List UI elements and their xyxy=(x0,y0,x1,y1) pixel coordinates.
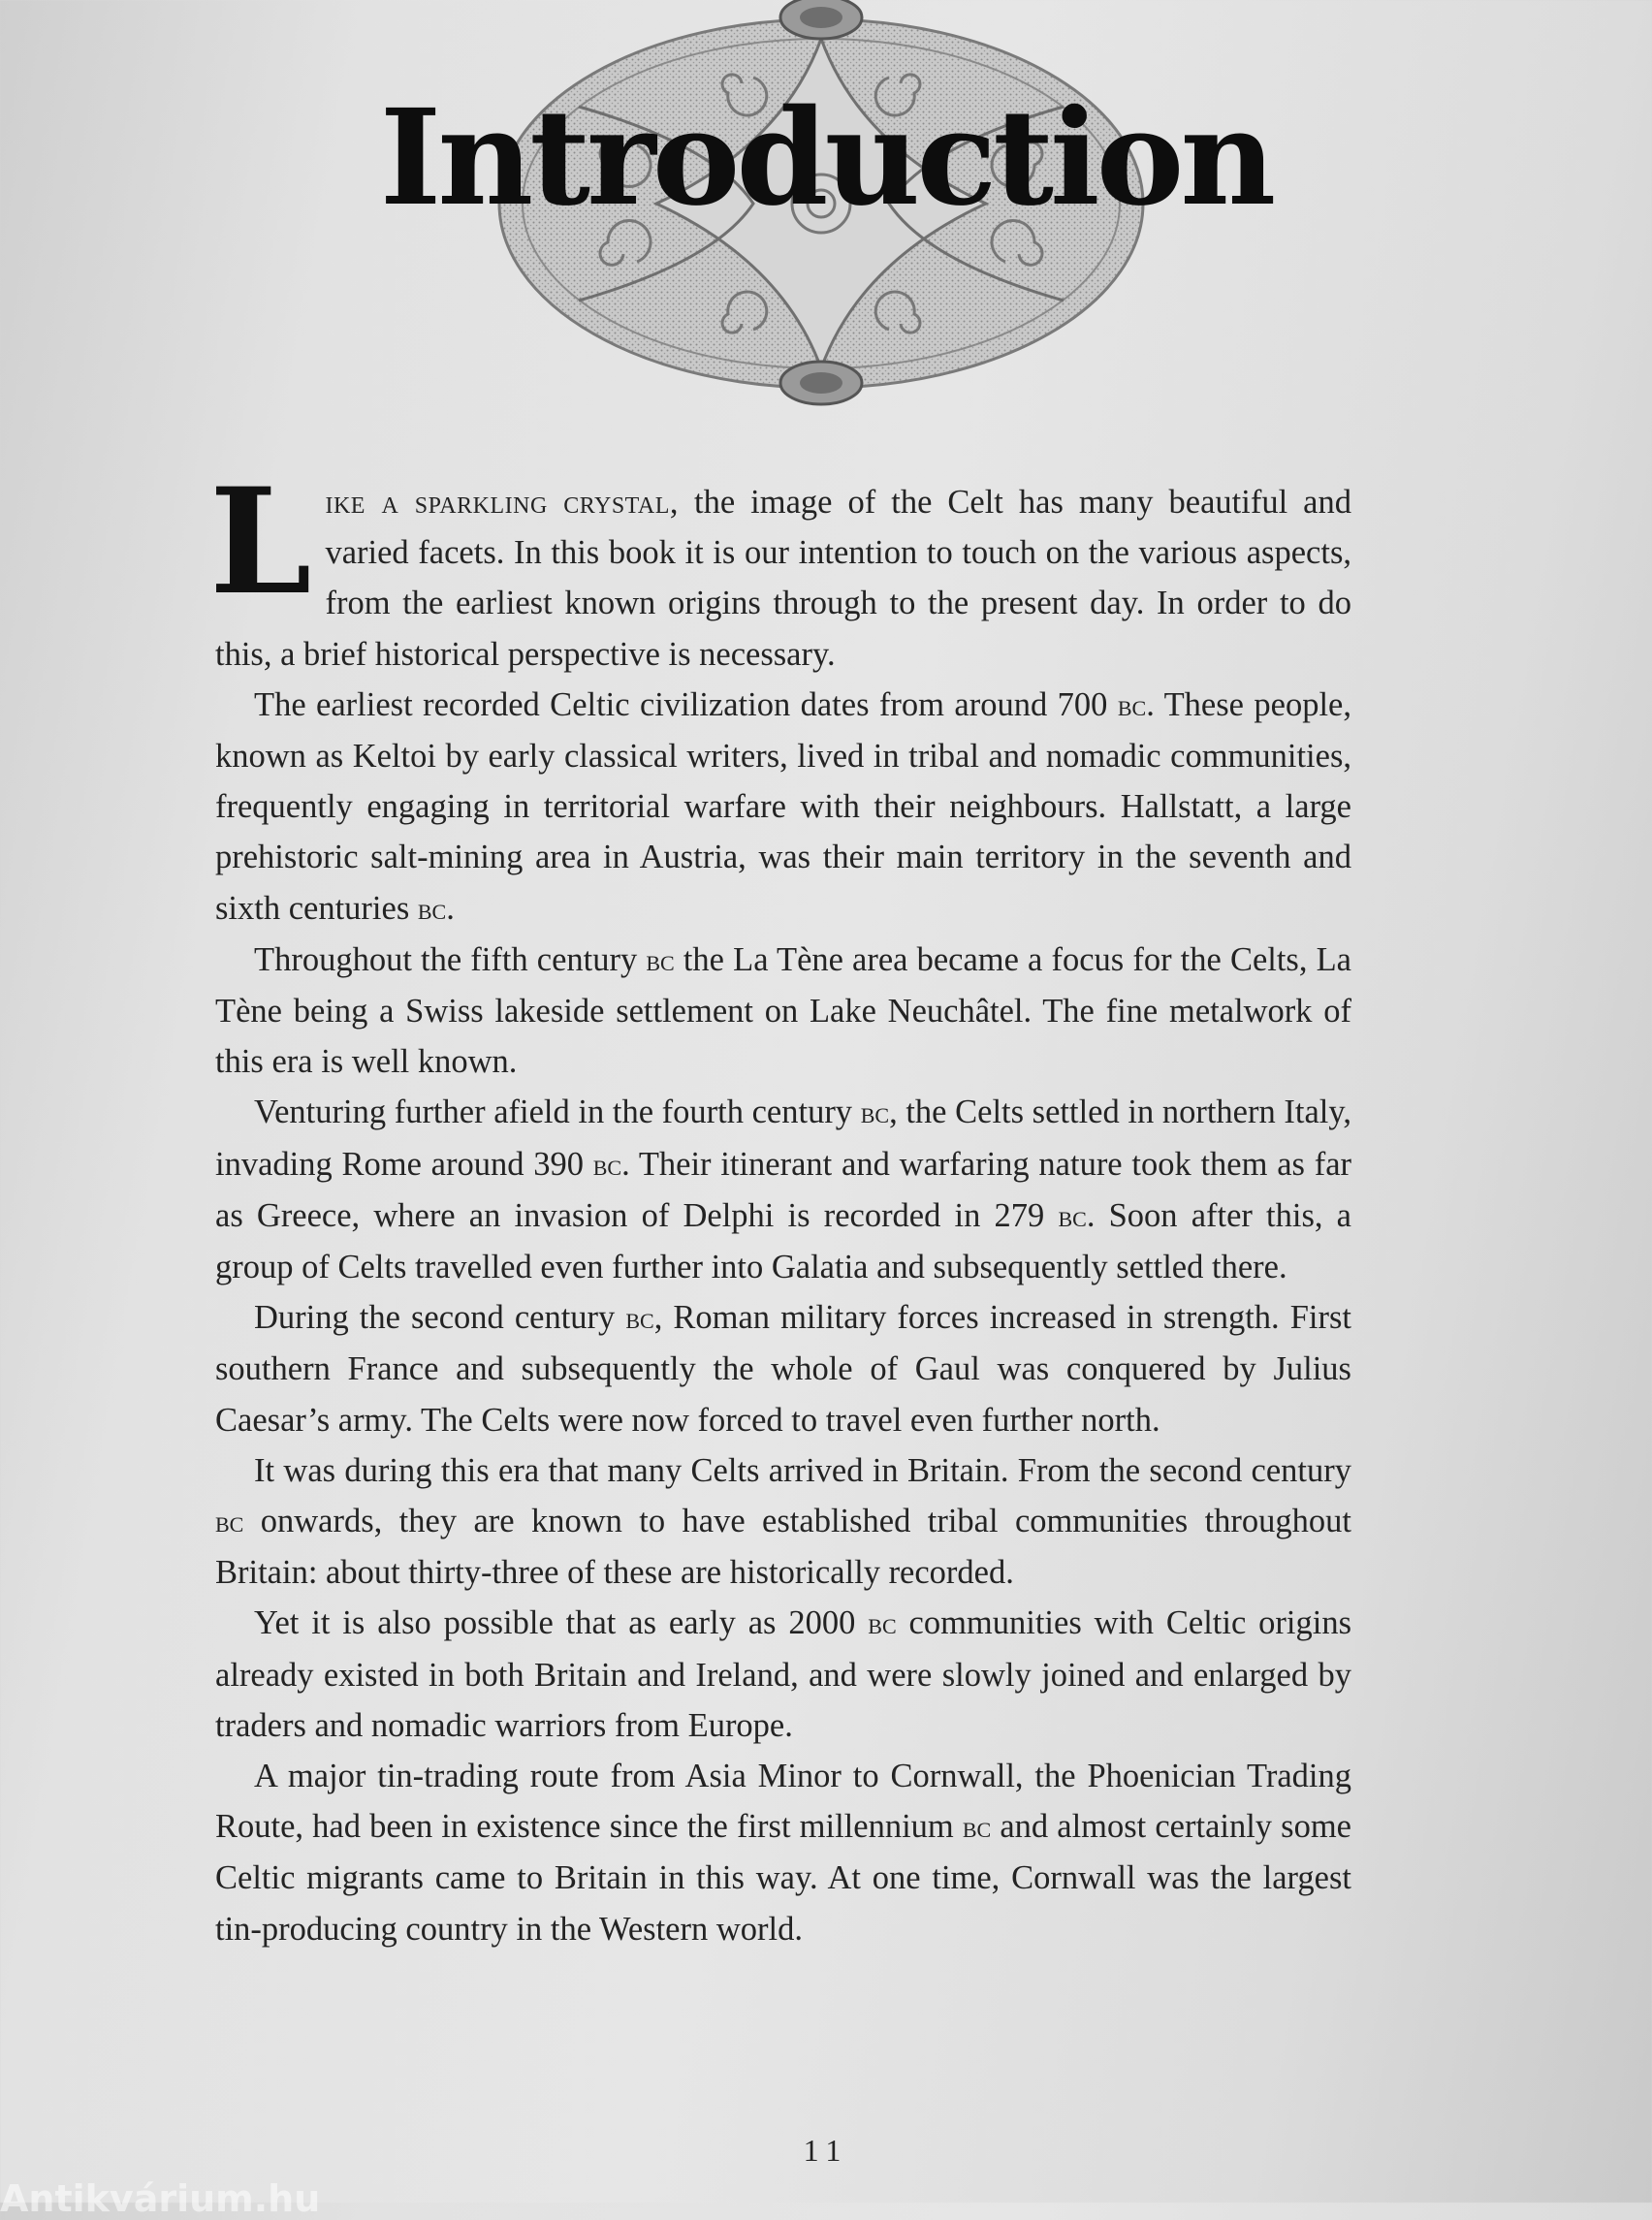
paragraph-text: , the Celts settled in northern Italy, invading Rome around 390 xyxy=(215,1094,1351,1183)
paragraph-text: . xyxy=(446,889,455,927)
intro-text: the image of the Celt has many beautiful and varied facets. In this book it is our intention to touch on the various aspects, from the earliest known origins through to the present day. In order to do this, a brief historical perspective is necessary. xyxy=(215,484,1351,673)
paragraph-text: Yet it is also possible that as early as 2000 xyxy=(254,1604,869,1642)
era-abbrev: bc xyxy=(1058,1198,1087,1233)
paragraph-text: Throughout the fifth century xyxy=(254,940,647,978)
paragraph-text: . Their itinerant and warfaring nature took them as far as Greece, where an invasion of Delphi is recorded in 279 xyxy=(215,1145,1351,1234)
body-text xyxy=(209,457,1351,1954)
era-abbrev: bc xyxy=(860,1095,890,1130)
paragraph xyxy=(215,1751,1351,1954)
paragraph-text: Venturing further afield in the fourth century xyxy=(254,1094,861,1131)
paragraph-text: communities with Celtic origins already existed in both Britain and Ireland, and were slowly joined and enlarged by traders and nomadic warriors from Europe. xyxy=(215,1604,1351,1744)
paragraph-text: the La Tène area became a focus for the Celts, La Tène being a Swiss lakeside settlement on Lake Neuchâtel. The fine metalwork of this era is well known. xyxy=(215,940,1351,1081)
era-abbrev: bc xyxy=(417,891,447,926)
era-abbrev: bc xyxy=(868,1606,897,1641)
paragraph-text: It was during this era that many Celts arrived in Britain. From the second century xyxy=(254,1451,1351,1489)
drop-cap: L xyxy=(209,457,312,627)
paragraph-text: A major tin-trading route from Asia Minor to Cornwall, the Phoenician Trading Route, had been in existence since the first millennium xyxy=(215,1758,1351,1846)
paragraph-text: The earliest recorded Celtic civilization dates from around 700 xyxy=(254,685,1118,723)
era-abbrev: bc xyxy=(646,942,675,977)
era-abbrev: bc xyxy=(625,1301,654,1336)
paragraph xyxy=(215,680,1351,935)
paragraph-text: During the second century xyxy=(254,1299,626,1337)
paragraph-text: . Soon after this, a group of Celts travelled even further into Galatia and subsequently settled there. xyxy=(215,1196,1351,1286)
paragraph xyxy=(215,935,1351,1088)
page-number: 11 xyxy=(803,2133,849,2168)
paragraph-text: onwards, they are known to have established tribal communities throughout Britain: about thirty-three of these are historically recorded. xyxy=(215,1503,1351,1592)
paragraph xyxy=(215,1087,1351,1292)
paragraph-text: , Roman military forces increased in strength. First southern France and subsequently the whole of Gaul was conquered by Julius Caesar’s army. The Celts were now forced to travel even further north. xyxy=(215,1299,1351,1439)
page-title: Introduction xyxy=(379,80,1273,236)
era-abbrev: bc xyxy=(592,1147,622,1182)
watermark: Antikvárium.hu xyxy=(0,2177,321,2220)
paragraph xyxy=(215,1598,1351,1751)
paragraph-text: and almost certainly some Celtic migrants came to Britain in this way. At one time, Cornwall was the largest tin-producing country in the Western world. xyxy=(215,1808,1351,1948)
era-abbrev: bc xyxy=(962,1810,992,1845)
paragraph xyxy=(215,1445,1351,1599)
era-abbrev: bc xyxy=(1117,687,1147,722)
era-abbrev: bc xyxy=(215,1505,244,1539)
intro-paragraph xyxy=(209,457,1351,680)
lead-in: ike a sparkling crystal, xyxy=(325,484,680,521)
paragraph-text: . These people, known as Keltoi by early classical writers, lived in tribal and nomadic communities, frequently engaging in territorial warfare with their neighbours. Hallstatt, a large prehistoric salt-mining area in Austria, was their main territory in the seventh and sixth centuries xyxy=(215,685,1351,927)
paragraph xyxy=(215,1292,1351,1445)
